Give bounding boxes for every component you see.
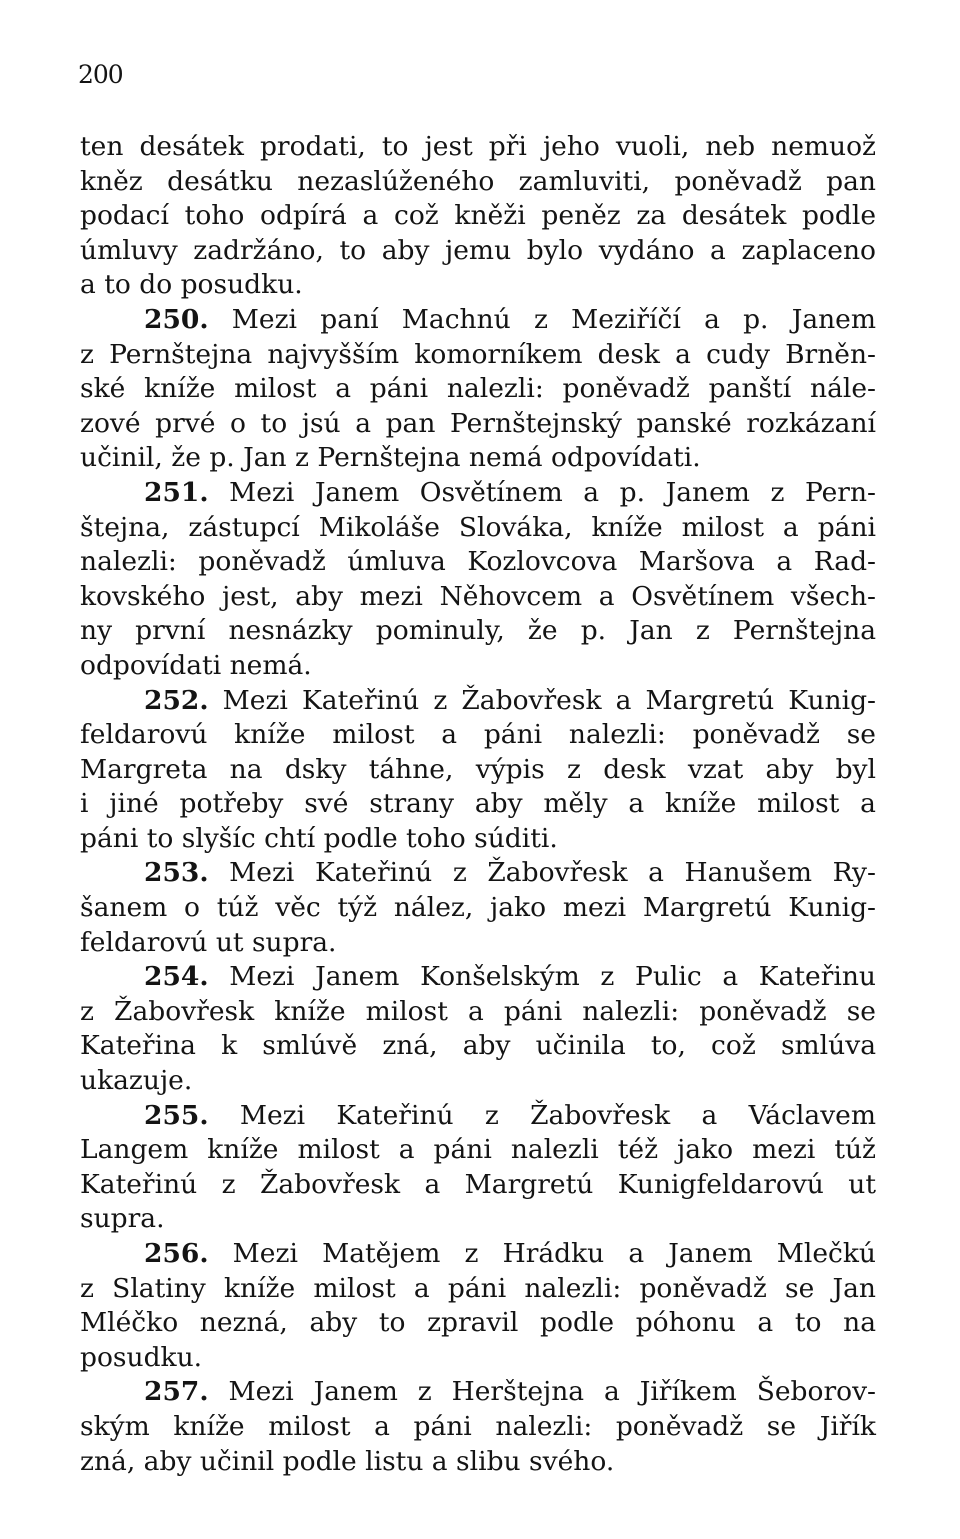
section-number: 257. <box>144 1376 209 1408</box>
text-line: feldarovú kníže milost a páni nalezli: poněvadž se <box>80 719 876 751</box>
text-line-content: Mezi Matějem z Hrádku a Janem Mlečkú <box>208 1238 876 1269</box>
text-line-content: Mezi Kateřinú z Žabovřesk a Hanušem Ry- <box>208 857 876 889</box>
paragraph-254 <box>80 960 876 1098</box>
paragraph-256 <box>80 1237 876 1375</box>
paragraph-251 <box>80 476 876 684</box>
text-line: ny první nesnázky pominuly, že p. Jan z Pernštejna <box>80 615 876 647</box>
text-line: Mléčko nezná, aby to zpravil podle póhonu a to na <box>80 1307 876 1339</box>
text-line: z Žabovřesk kníže milost a páni nalezli: poněvadž se <box>80 995 876 1027</box>
text-line: páni to slyšíc chtí podle toho súditi. <box>80 822 558 854</box>
text-line: i jiné potřeby své strany aby měly a kníže milost a <box>80 788 876 820</box>
text-line: kněz desátku nezaslúženého zamluviti, poněvadž pan <box>80 165 876 197</box>
text-line: úmluvy zadržáno, to aby jemu bylo vydáno a zaplaceno <box>80 234 876 266</box>
text-line: z Pernštejna najvyšším komorníkem desk a cudy Brněn- <box>80 338 876 370</box>
text-line: odpovídati nemá. <box>80 649 312 681</box>
text-line: ten desátek prodati, to jest při jeho vuoli, neb nemuož <box>80 131 876 162</box>
text-line: podací toho odpírá a což kněži peněz za desátek podle <box>80 200 876 232</box>
text-line-content: Mezi Janem Konšelským z Pulic a Kateřinu <box>208 961 876 993</box>
text-line: Kateřinú z Žabovřesk a Margretú Kunigfeldarovú ut <box>80 1168 876 1200</box>
text-line: posudku. <box>80 1341 203 1373</box>
text-line: zové prvé o to jsú a pan Pernštejnský panské rozkázaní <box>80 407 876 439</box>
section-number: 255. <box>144 1099 209 1131</box>
paragraph-250 <box>80 303 876 476</box>
text-line-content: Mezi Janem z Herštejna a Jiříkem Šeborov- <box>208 1376 876 1408</box>
page-number: 200 <box>78 60 123 89</box>
text-line: a to do posudku. <box>80 269 303 301</box>
text-line-content: Mezi Kateřinú z Žabovřesk a Margretú Kunig- <box>208 684 876 716</box>
text-line: supra. <box>80 1203 165 1235</box>
text-line: Margreta na dsky táhne, výpis z desk vzat aby byl <box>80 753 876 785</box>
paragraph-252 <box>80 684 876 857</box>
text-line: feldarovú ut supra. <box>80 926 337 958</box>
text-line: Langem kníže milost a páni nalezli též jako mezi túž <box>80 1134 876 1166</box>
text-line: z Slatiny kníže milost a páni nalezli: poněvadž se Jan <box>80 1272 876 1304</box>
section-number: 253. <box>144 857 209 889</box>
section-number: 252. <box>144 684 209 716</box>
paragraph-257 <box>80 1375 876 1479</box>
text-line: nalezli: poněvadž úmluva Kozlovcova Maršova a Rad- <box>80 546 876 578</box>
text-line <box>80 1237 876 1272</box>
text-line <box>80 303 876 338</box>
text-line <box>80 1099 876 1134</box>
text-line-content: Mezi Janem Osvětínem a p. Janem z Pern- <box>208 476 876 508</box>
text-line <box>80 856 876 891</box>
text-line: zná, aby učinil podle listu a slibu svého. <box>80 1445 615 1477</box>
text-line: ské kníže milost a páni nalezli: poněvadž panští nále- <box>80 373 876 405</box>
text-line: ukazuje. <box>80 1065 193 1097</box>
text-line <box>80 1375 876 1410</box>
text-body <box>80 130 876 1479</box>
text-line <box>80 476 876 511</box>
text-line: ským kníže milost a páni nalezli: poněvadž se Jiřík <box>80 1410 876 1442</box>
text-line: štejna, zástupcí Mikoláše Slováka, kníže milost a páni <box>80 511 876 543</box>
text-line <box>80 684 876 719</box>
text-line <box>80 960 876 995</box>
paragraph-continuation <box>80 130 876 303</box>
text-line: učinil, že p. Jan z Pernštejna nemá odpovídati. <box>80 442 701 474</box>
paragraph-253 <box>80 856 876 960</box>
text-line-content: Mezi paní Machnú z Meziříčí a p. Janem <box>208 303 876 335</box>
section-number: 254. <box>144 961 209 993</box>
text-line: kovského jest, aby mezi Něhovcem a Osvětínem všech- <box>80 580 876 612</box>
text-line: šanem o túž věc týž nález, jako mezi Margretú Kunig- <box>80 892 876 924</box>
section-number: 250. <box>144 303 209 335</box>
text-line-content: Mezi Kateřinú z Žabovřesk a Václavem <box>208 1099 876 1131</box>
section-number: 256. <box>144 1238 209 1269</box>
section-number: 251. <box>144 476 209 508</box>
text-line: Kateřina k smlúvě zná, aby učinila to, což smlúva <box>80 1030 876 1062</box>
paragraph-255 <box>80 1099 876 1237</box>
